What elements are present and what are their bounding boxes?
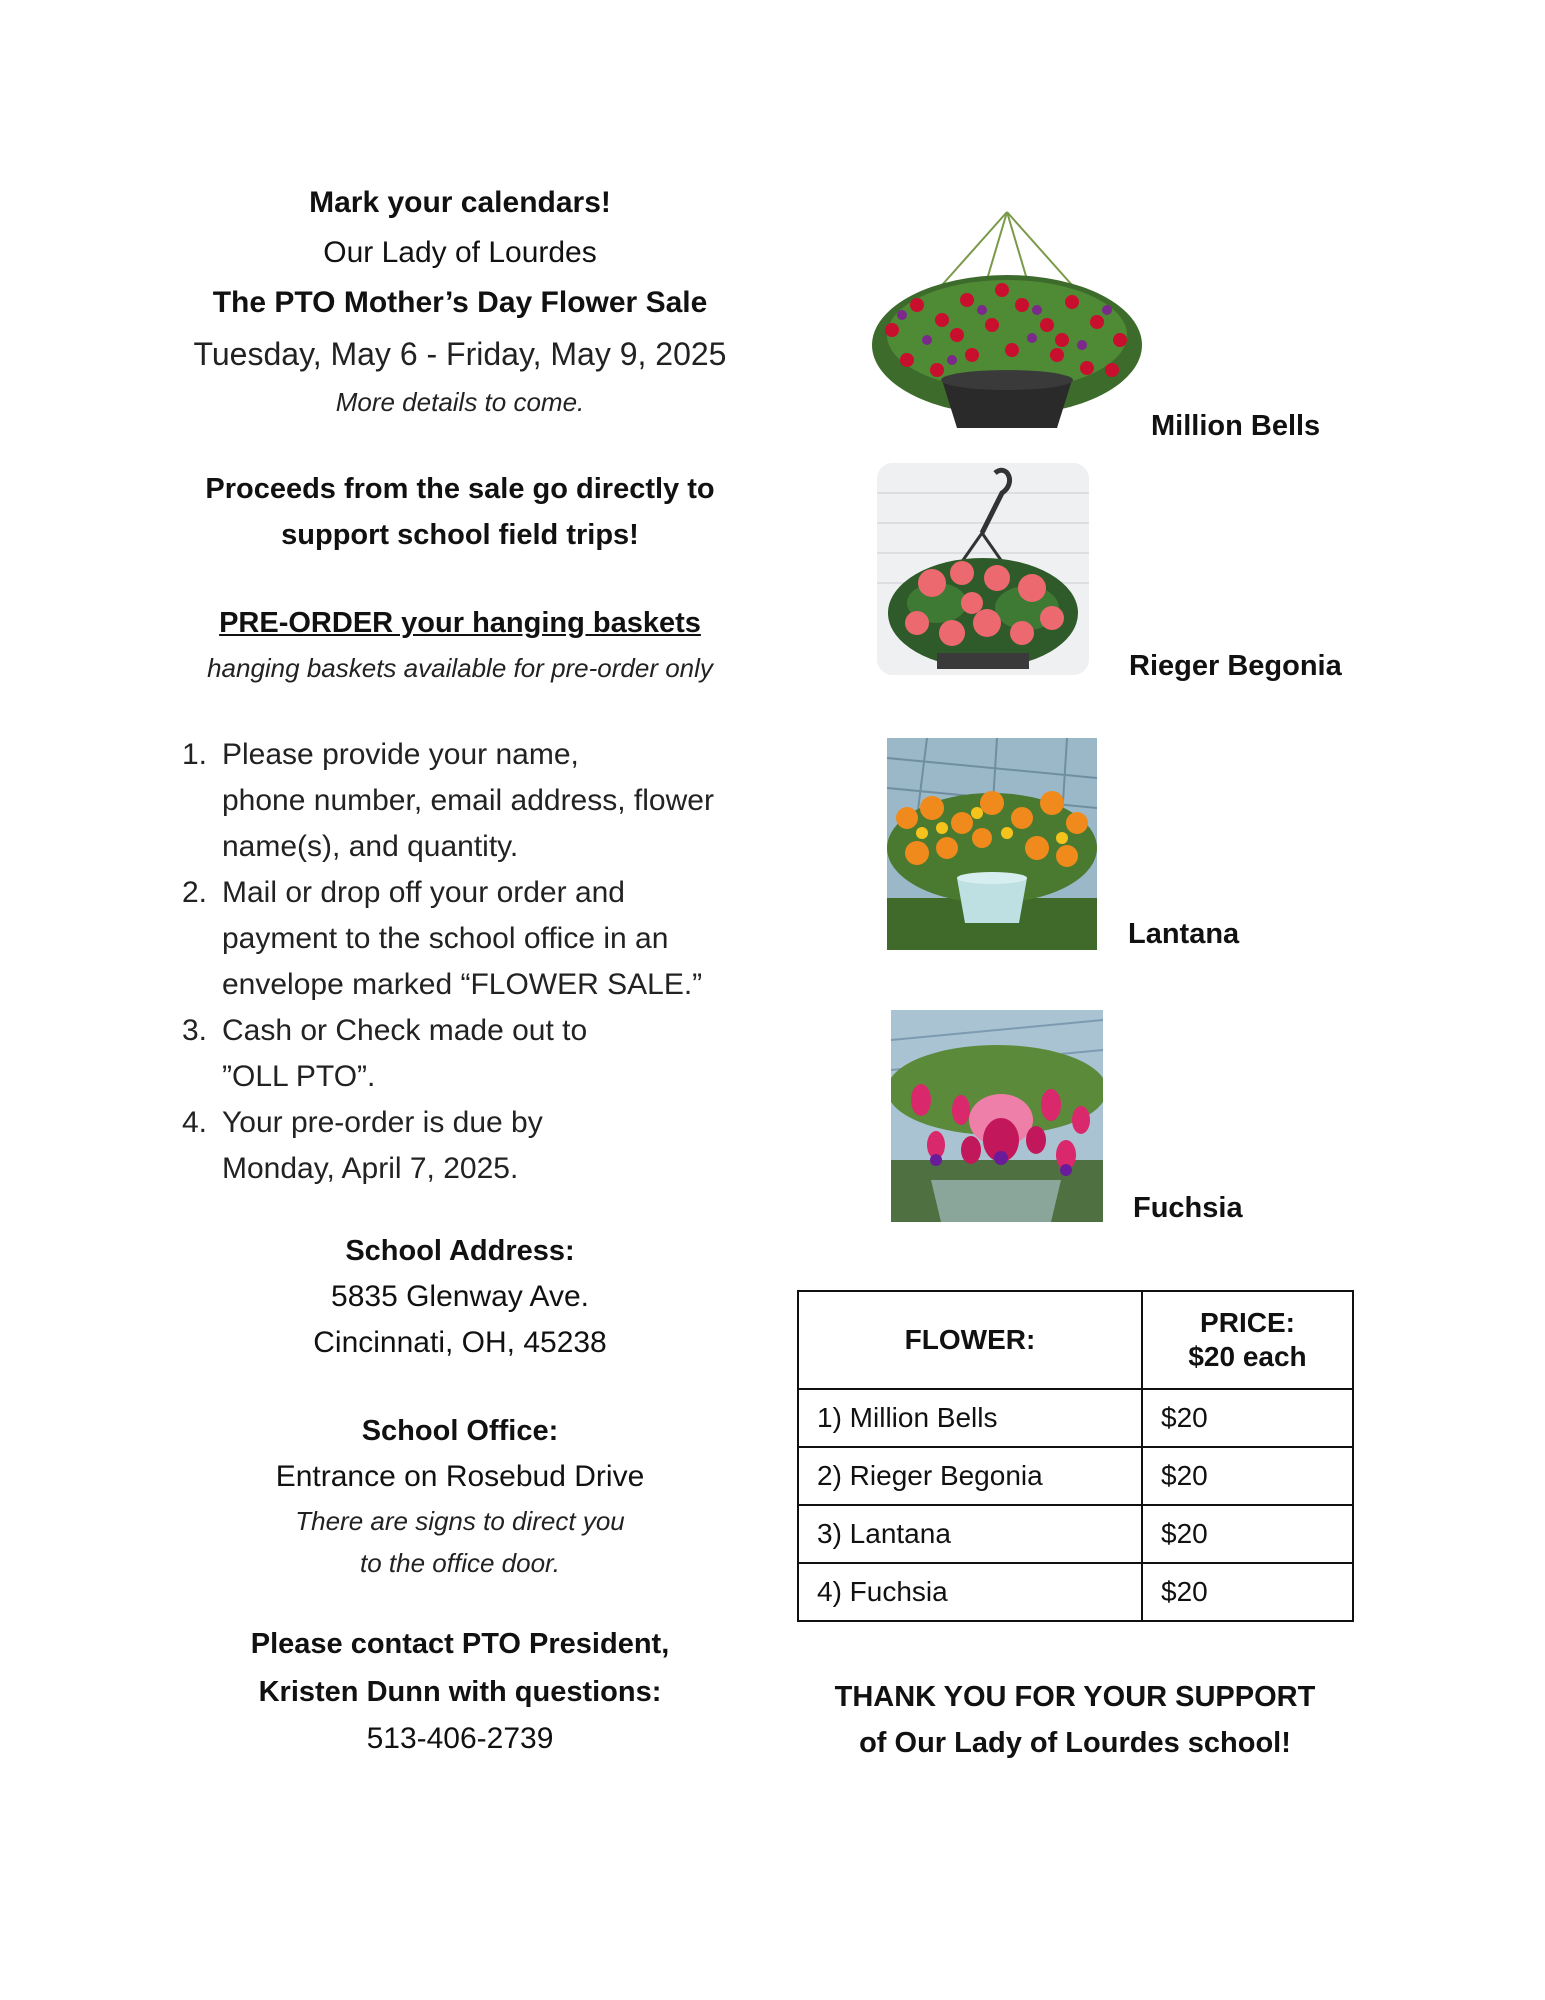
price-cell: $20 — [1142, 1389, 1353, 1447]
step-line: payment to the school office in an — [222, 922, 669, 955]
flower-cell: 3) Lantana — [798, 1505, 1142, 1563]
step-line: Your pre-order is due by — [222, 1106, 543, 1139]
price-table — [797, 1290, 1354, 1622]
school-city: Cincinnati, OH, 45238 — [313, 1326, 607, 1359]
step-line: envelope marked “FLOWER SALE.” — [222, 968, 703, 1001]
price-header-label: PRICE: — [1200, 1307, 1295, 1338]
step-line: Please provide your name, — [222, 738, 579, 771]
school-name: Our Lady of Lourdes — [323, 236, 597, 269]
preorder-heading: PRE-ORDER your hanging baskets — [219, 607, 701, 639]
proceeds-line-1: Proceeds from the sale go directly to — [205, 473, 715, 505]
step-line: ”OLL PTO”. — [222, 1060, 376, 1093]
column-header-flower: FLOWER: — [798, 1291, 1142, 1389]
step-number: 3. — [182, 1014, 208, 1047]
step-number: 2. — [182, 876, 208, 909]
rieger-begonia-illustration — [877, 463, 1089, 675]
column-header-price — [1142, 1291, 1353, 1389]
mark-calendars-heading: Mark your calendars! — [309, 186, 611, 219]
flower-cell: 1) Million Bells — [798, 1389, 1142, 1447]
step-line: phone number, email address, flower — [222, 784, 714, 817]
school-address-heading: School Address: — [345, 1235, 575, 1267]
step-line: Monday, April 7, 2025. — [222, 1152, 519, 1185]
price-cell: $20 — [1142, 1505, 1353, 1563]
step-number: 1. — [182, 738, 208, 771]
thank-you-line-2: of Our Lady of Lourdes school! — [859, 1727, 1291, 1759]
million-bells-illustration — [862, 210, 1152, 440]
preorder-note: hanging baskets available for pre-order only — [207, 653, 713, 683]
school-office-heading: School Office: — [361, 1415, 559, 1447]
price-header-each: $20 each — [1188, 1341, 1307, 1372]
price-cell: $20 — [1142, 1447, 1353, 1505]
table-row — [798, 1563, 1353, 1621]
flower-label-million-bells: Million Bells — [1151, 410, 1321, 442]
lantana-basket-photo — [887, 738, 1097, 950]
thank-you-line-1: THANK YOU FOR YOUR SUPPORT — [834, 1681, 1316, 1713]
table-row — [798, 1505, 1353, 1563]
price-table-header-row — [798, 1291, 1353, 1389]
step-item — [160, 1100, 760, 1192]
lantana-illustration — [887, 738, 1097, 950]
thank-you-message — [760, 1674, 1390, 1766]
step-line: name(s), and quantity. — [222, 830, 519, 863]
step-item — [160, 1008, 760, 1100]
step-number: 4. — [182, 1106, 208, 1139]
contact-phone[interactable]: 513-406-2739 — [366, 1722, 554, 1755]
flower-cell: 4) Fuchsia — [798, 1563, 1142, 1621]
office-note-2: to the office door. — [360, 1548, 560, 1578]
contact-line-1: Please contact PTO President, — [250, 1628, 670, 1660]
step-item — [160, 732, 760, 870]
table-row — [798, 1447, 1353, 1505]
proceeds-line-2: support school field trips! — [281, 519, 639, 551]
table-row — [798, 1389, 1353, 1447]
school-street: 5835 Glenway Ave. — [331, 1280, 589, 1313]
step-item — [160, 870, 760, 1008]
office-entrance: Entrance on Rosebud Drive — [275, 1460, 645, 1493]
preorder-steps-list — [160, 732, 760, 1192]
million-bells-basket-photo — [862, 210, 1152, 440]
price-cell: $20 — [1142, 1563, 1353, 1621]
flyer-left-column — [160, 178, 760, 1762]
flower-label-fuchsia: Fuchsia — [1133, 1192, 1243, 1224]
flower-label-lantana: Lantana — [1128, 918, 1240, 950]
office-note-1: There are signs to direct you — [295, 1506, 625, 1536]
fuchsia-illustration — [891, 1010, 1103, 1222]
step-line: Mail or drop off your order and — [222, 876, 625, 909]
rieger-begonia-basket-photo — [877, 463, 1089, 675]
contact-line-2: Kristen Dunn with questions: — [258, 1676, 662, 1708]
flower-label-rieger-begonia: Rieger Begonia — [1129, 650, 1342, 682]
flower-cell: 2) Rieger Begonia — [798, 1447, 1142, 1505]
details-note: More details to come. — [335, 387, 585, 417]
event-title: The PTO Mother’s Day Flower Sale — [212, 286, 708, 319]
fuchsia-basket-photo — [891, 1010, 1103, 1222]
event-dates: Tuesday, May 6 - Friday, May 9, 2025 — [193, 336, 727, 372]
step-line: Cash or Check made out to — [222, 1014, 588, 1047]
